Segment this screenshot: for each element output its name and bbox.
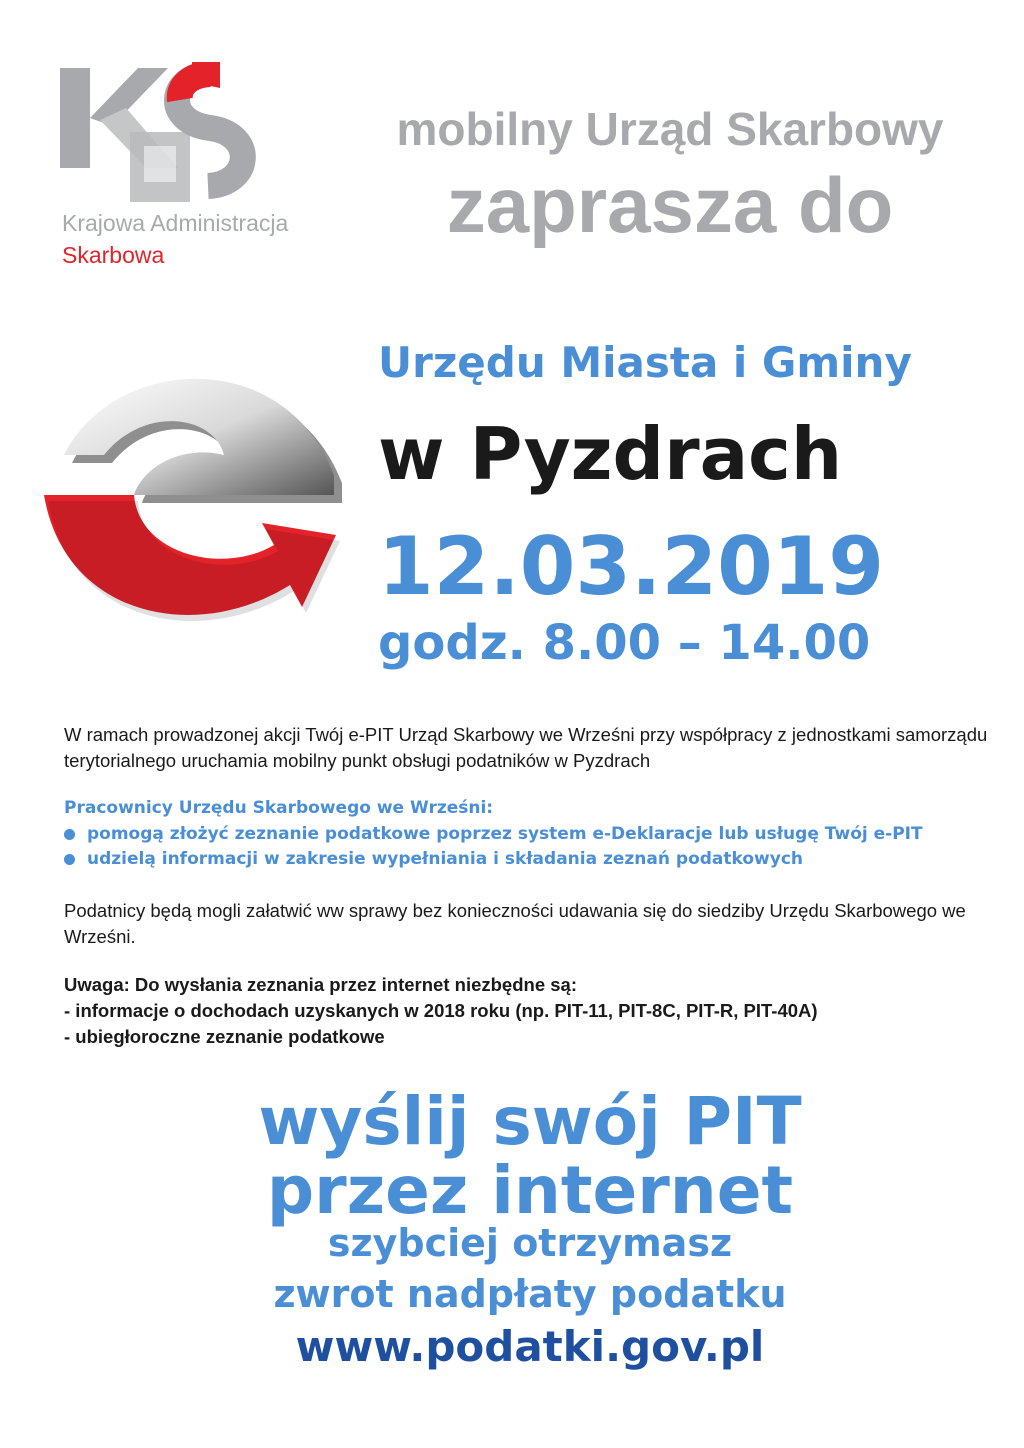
event-hours: godz. 8.00 – 14.00 [378, 615, 871, 671]
note-paragraph: Podatnicy będą mogli załatwić ww sprawy bez konieczności udawania się do siedziby Urzędu Skarbowego we Wrześni. [64, 900, 966, 947]
list-item: pomogą złożyć zeznanie podatkowe poprzez system e-Deklaracje lub usługę Twój e-PIT [64, 822, 923, 847]
footer-benefit-line2: zwrot nadpłaty podatku [273, 1272, 787, 1316]
footer-url: www.podatki.gov.pl [295, 1322, 765, 1371]
staff-list [64, 822, 923, 872]
staff-heading: Pracownicy Urzędu Skarbowego we Wrześni: [64, 798, 494, 818]
e-arrow-icon [24, 345, 354, 645]
footer-cta-line1: wyślij swój PIT [258, 1083, 802, 1160]
bullet-icon [64, 829, 75, 840]
kas-logo-icon [60, 62, 260, 212]
warning-title: Uwaga: Do wysłania zeznania przez internet niezbędne są: [64, 974, 577, 995]
event-place-line1: Urzędu Miasta i Gminy [378, 338, 912, 387]
bullet-icon [64, 854, 75, 865]
warning-item: - ubiegłoroczne zeznanie podatkowe [64, 1026, 385, 1047]
header-title: zaprasza do [446, 161, 894, 249]
event-date: 12.03.2019 [378, 520, 885, 613]
logo-text-line2: Skarbowa [62, 242, 165, 268]
warning-item: - informacje o dochodach uzyskanych w 2018 roku (np. PIT-11, PIT-8C, PIT-R, PIT-40A) [64, 1000, 818, 1021]
warning-block [64, 972, 818, 1050]
intro-paragraph: W ramach prowadzonej akcji Twój e-PIT Urząd Skarbowy we Wrześni przy współpracy z jednostkami samorządu terytorialnego uruchamia mobilny punkt obsługi podatników w Pyzdrach [64, 724, 988, 771]
footer-cta-line2: przez internet [266, 1152, 794, 1229]
footer-benefit-line1: szybciej otrzymasz [327, 1221, 733, 1265]
header-subtitle: mobilny Urząd Skarbowy [396, 103, 944, 155]
logo-text-line1: Krajowa Administracja [62, 210, 289, 236]
list-item: udzielą informacji w zakresie wypełniania i składania zeznań podatkowych [64, 847, 923, 872]
event-place-line2: w Pyzdrach [378, 412, 843, 496]
